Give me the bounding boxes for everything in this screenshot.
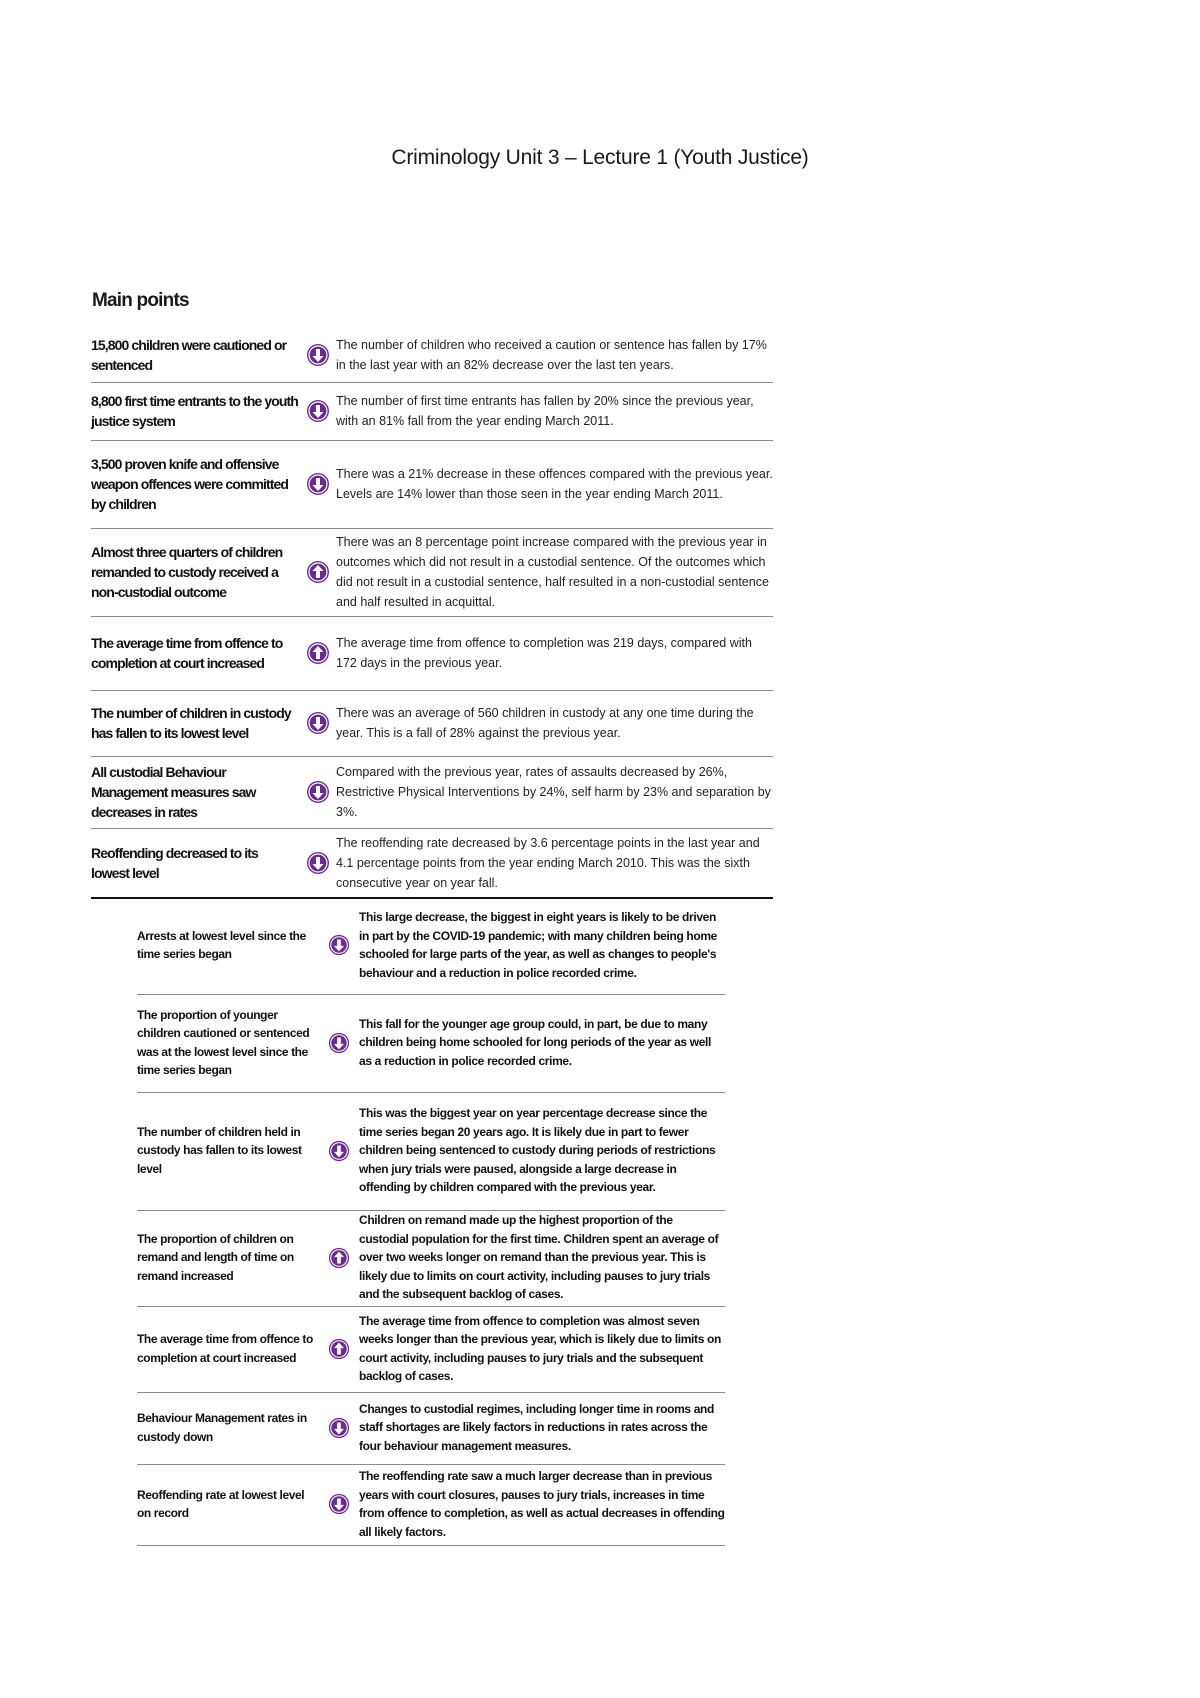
point-description: The reoffending rate saw a much larger decrease than in previous years with court closures, pauses to jury trials, increases in time from offence to completion, as well as actual decreases in offending all likely factors. [359,1469,725,1539]
point-label: Reoffending rate at lowest level on record [137,1487,305,1520]
point-label: The number of children held in custody has fallen to its lowest level [137,1124,302,1176]
point-label: Reoffending decreased to its lowest level [91,844,258,881]
arrow-down-icon [306,343,330,367]
table-row [91,529,773,617]
arrow-down-icon [328,934,350,956]
point-description: Compared with the previous year, rates of assaults decreased by 26%, Restrictive Physical Interventions by 24%, self harm by 23% and separation by 3%. [336,765,771,819]
table-row [137,995,725,1093]
arrow-cell [319,934,359,956]
point-label: The proportion of children on remand and length of time on remand increased [137,1231,294,1283]
point-label: Arrests at lowest level since the time series began [137,928,306,961]
table-row [91,329,773,383]
table-row [91,829,773,897]
table-row [91,441,773,529]
arrow-cell [319,1338,359,1360]
point-label: The average time from offence to completion at court increased [91,635,283,671]
point-description: This fall for the younger age group could, in part, be due to many children being home schooled for long periods of the year as well as a reduction in police recorded crime. [359,1016,711,1068]
point-label: The proportion of younger children cautioned or sentenced was at the lowest level since the time series began [137,1007,310,1077]
point-description: There was an 8 percentage point increase compared with the previous year in outcomes which did not result in a custodial sentence. Of the outcomes which did not result in a custodial sentence, half resulted in a non-custodial sentence and half resulted in acquittal. [336,535,769,609]
point-description: Changes to custodial regimes, including longer time in rooms and staff shortages are likely factors in reductions in rates across the four behaviour management measures. [359,1401,714,1453]
arrow-cell [319,1032,359,1054]
table-row [137,1211,725,1307]
arrow-down-icon [328,1140,350,1162]
table-row [91,691,773,757]
arrow-up-icon [306,560,330,584]
secondary-points-table [137,898,725,1546]
arrow-down-icon [306,851,330,875]
arrow-cell [299,851,336,875]
arrow-cell [299,560,336,584]
point-label: All custodial Behaviour Management measures saw decreases in rates [91,764,256,820]
arrow-cell [299,343,336,367]
arrow-cell [299,711,336,735]
arrow-cell [319,1140,359,1162]
point-description: Children on remand made up the highest proportion of the custodial population for the first time. Children spent an average of over two weeks longer on remand than the previous year. This is likely due to limits on court activity, including pauses to jury trials and the subsequent backlog of cases. [359,1213,719,1302]
arrow-down-icon [328,1417,350,1439]
point-label: 15,800 children were cautioned or sentenced [91,337,287,373]
table-row [137,1393,725,1465]
arrow-cell [299,641,336,665]
arrow-cell [319,1247,359,1269]
arrow-cell [299,399,336,423]
point-description: The reoffending rate decreased by 3.6 percentage points in the last year and 4.1 percentage points from the year ending March 2010. This was the sixth consecutive year on year fall. [336,835,760,890]
arrow-up-icon [328,1247,350,1269]
point-label: 3,500 proven knife and offensive weapon offences were committed by children [91,456,289,512]
point-description: The average time from offence to completion was 219 days, compared with 172 days in the previous year. [336,636,752,670]
arrow-down-icon [328,1493,350,1515]
point-description: There was an average of 560 children in custody at any one time during the year. This is a fall of 28% against the previous year. [336,706,754,740]
point-description: This large decrease, the biggest in eight years is likely to be driven in part by the COVID-19 pandemic; with many children being home schooled for large parts of the year, as well as changes to people's behaviour and a reduction in police recorded crime. [359,910,718,980]
arrow-cell [299,472,336,496]
point-label: The number of children in custody has fallen to its lowest level [91,705,291,741]
table-row [91,757,773,829]
section-heading: Main points [92,290,189,311]
table-row [137,1093,725,1211]
arrow-down-icon [306,472,330,496]
arrow-cell [299,780,336,804]
table-row [137,898,725,995]
point-label: Behaviour Management rates in custody down [137,1411,307,1444]
table-row [137,1307,725,1393]
arrow-down-icon [328,1032,350,1054]
arrow-cell [319,1417,359,1439]
arrow-up-icon [328,1338,350,1360]
point-description: There was a 21% decrease in these offences compared with the previous year. Levels are 14% lower than those seen in the year ending March 2011. [336,467,773,501]
point-description: The number of children who received a caution or sentence has fallen by 17% in the last year with an 82% decrease over the last ten years. [336,338,767,372]
point-description: This was the biggest year on year percentage decrease since the time series began 20 years ago. It is likely due in part to fewer children being sentenced to custody during periods of restrictions when jury trials were paused, alongside a large decrease in offending by children compared with the previous year. [359,1106,716,1195]
arrow-cell [319,1493,359,1515]
table-row [91,383,773,441]
table-row [137,1465,725,1545]
main-points-table [91,329,773,899]
arrow-down-icon [306,711,330,735]
point-description: The number of first time entrants has fallen by 20% since the previous year, with an 81% fall from the year ending March 2011. [336,394,754,428]
point-label: Almost three quarters of children remanded to custody received a non-custodial outcome [91,544,283,600]
arrow-up-icon [306,641,330,665]
point-label: 8,800 first time entrants to the youth justice system [91,393,298,429]
arrow-down-icon [306,780,330,804]
document-title: Criminology Unit 3 – Lecture 1 (Youth Justice) [391,146,809,169]
point-description: The average time from offence to completion was almost seven weeks longer than the previous year, which is likely due to limits on court activity, including pauses to jury trials and the subsequent backlog of cases. [359,1313,721,1383]
arrow-down-icon [306,399,330,423]
table-row [91,617,773,691]
point-label: The average time from offence to completion at court increased [137,1332,313,1365]
